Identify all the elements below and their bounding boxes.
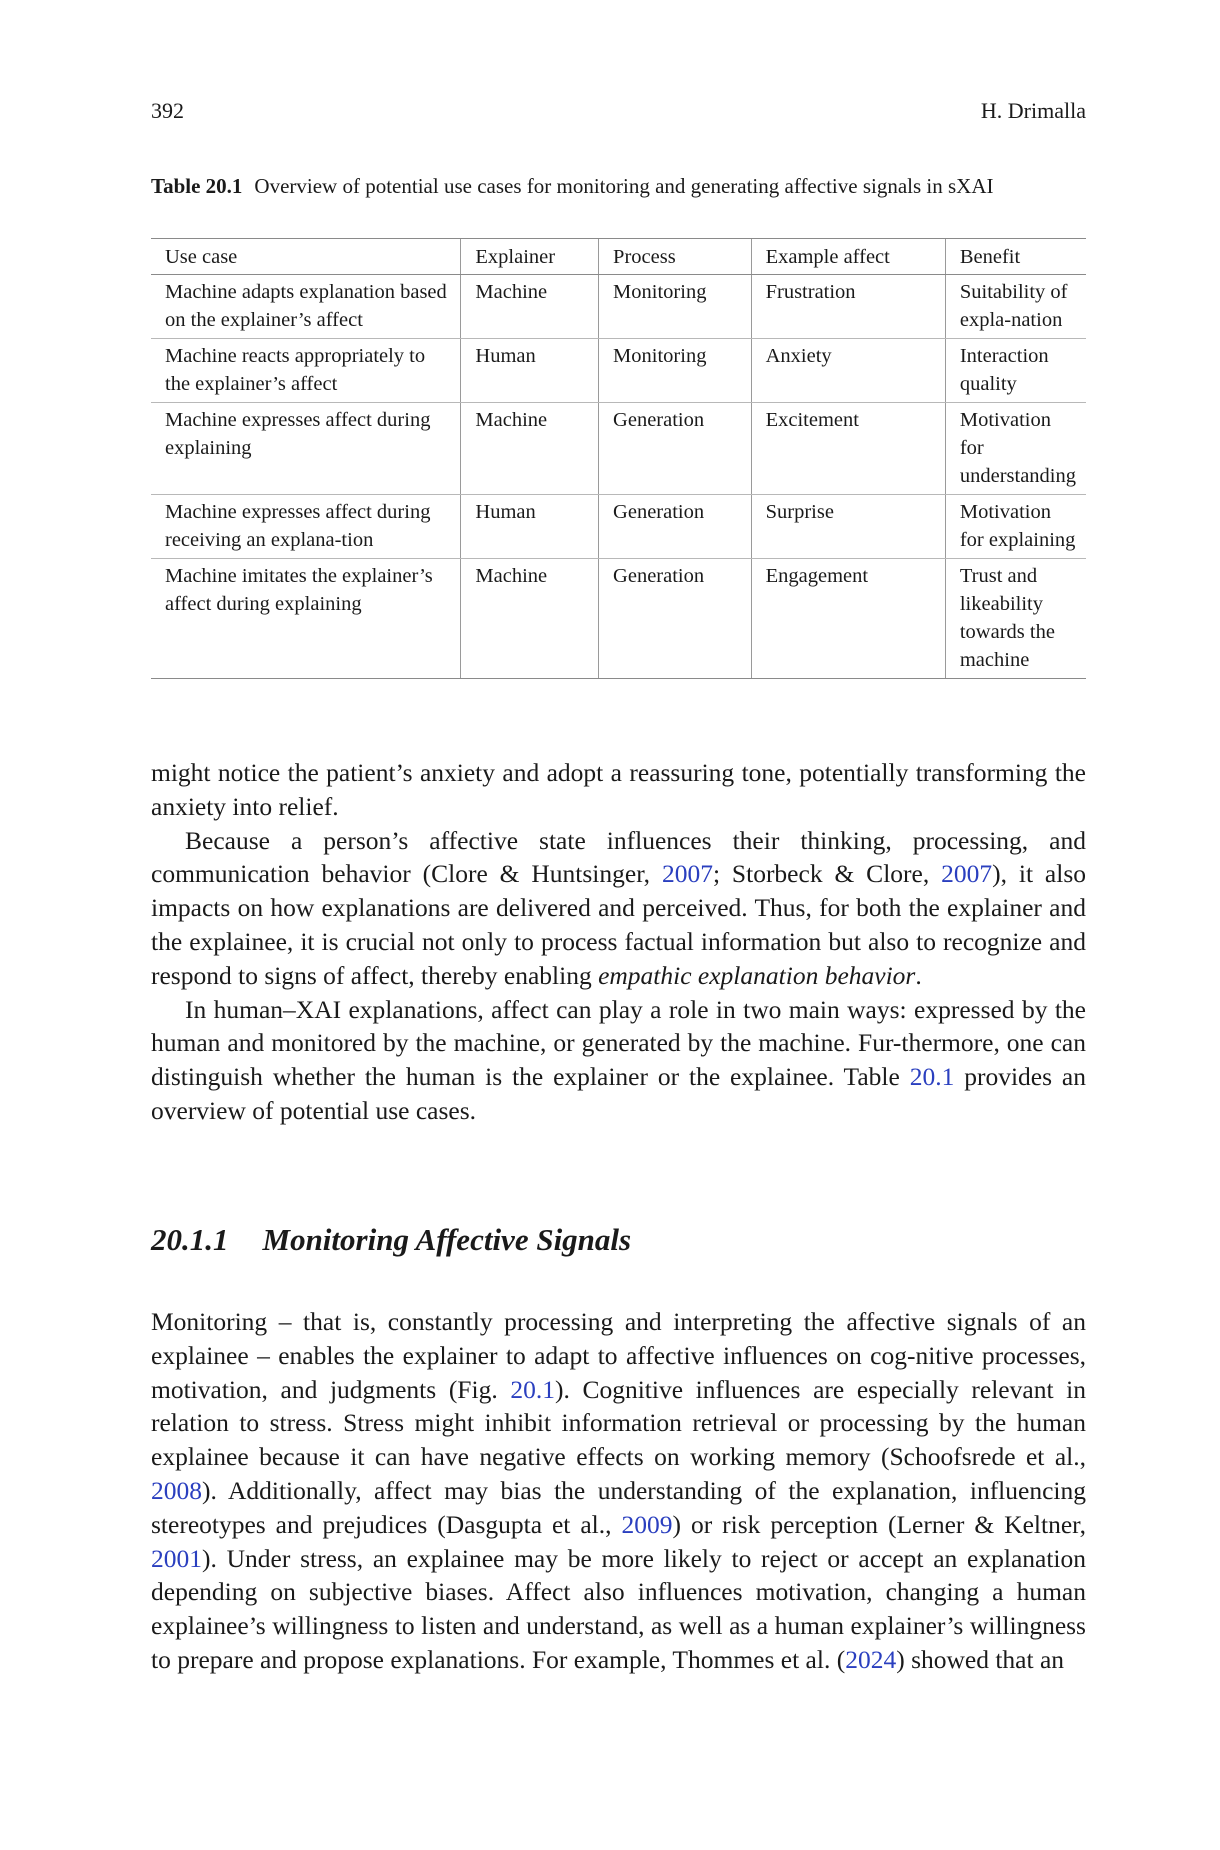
table-cell: Machine expresses affect during explaining bbox=[151, 403, 461, 495]
section-heading bbox=[151, 1222, 631, 1258]
table-cell: Machine adapts explanation based on the explainer’s affect bbox=[151, 275, 461, 339]
table-row bbox=[151, 339, 1086, 403]
running-author: H. Drimalla bbox=[980, 98, 1086, 123]
body-text-lower bbox=[151, 1305, 1086, 1677]
column-header: Benefit bbox=[945, 239, 1086, 275]
table-cell: Machine bbox=[461, 559, 599, 679]
table-cell: Surprise bbox=[751, 495, 945, 559]
column-header: Explainer bbox=[461, 239, 599, 275]
table-cell: Engagement bbox=[751, 559, 945, 679]
table-cell: Machine reacts appropriately to the explainer’s affect bbox=[151, 339, 461, 403]
figure-reference-link[interactable]: 20.1 bbox=[510, 1374, 555, 1404]
table-cell: Machine expresses affect during receiving an explana-tion bbox=[151, 495, 461, 559]
table-cell: Generation bbox=[599, 495, 752, 559]
emphasis: empathic explanation behavior bbox=[598, 960, 916, 990]
table-header-row bbox=[151, 239, 1086, 275]
table-cell: Motivation for understanding bbox=[945, 403, 1086, 495]
citation-link[interactable]: 2007 bbox=[661, 859, 713, 889]
table-cell: Interaction quality bbox=[945, 339, 1086, 403]
table-row bbox=[151, 275, 1086, 339]
table-cell: Machine bbox=[461, 403, 599, 495]
table-cell: Suitability of expla-nation bbox=[945, 275, 1086, 339]
column-header: Use case bbox=[151, 239, 461, 275]
citation-link[interactable]: 2008 bbox=[151, 1475, 202, 1505]
citation-link[interactable]: 2009 bbox=[621, 1509, 673, 1539]
citation-link[interactable]: 2007 bbox=[941, 859, 993, 889]
table-caption bbox=[151, 172, 1086, 200]
table-label: Table 20.1 bbox=[151, 174, 243, 198]
section-number: 20.1.1 bbox=[151, 1222, 229, 1257]
citation-link[interactable]: 2001 bbox=[151, 1543, 202, 1573]
column-header: Example affect bbox=[751, 239, 945, 275]
column-header: Process bbox=[599, 239, 752, 275]
table-cell: Human bbox=[461, 339, 599, 403]
table-cell: Excitement bbox=[751, 403, 945, 495]
paragraph: In human–XAI explanations, affect can play a role in two main ways: expressed by the human and monitored by the machine, or generated by the machine. Fur-thermore, one can distinguish whether the human is the explainer or the explainee. Table 20.1 provides an overview of potential use cases. bbox=[151, 994, 1086, 1125]
page-number: 392 bbox=[151, 98, 184, 123]
table-cell: Generation bbox=[599, 559, 752, 679]
table-cell: Machine imitates the explainer’s affect during explaining bbox=[151, 559, 461, 679]
section-title: Monitoring Affective Signals bbox=[262, 1222, 632, 1257]
table-reference-link[interactable]: 20.1 bbox=[909, 1062, 955, 1092]
table-cell: Frustration bbox=[751, 275, 945, 339]
table-cell: Human bbox=[461, 495, 599, 559]
table-cell: Machine bbox=[461, 275, 599, 339]
body-text-upper bbox=[151, 756, 1086, 1128]
table-cell: Motivation for explaining bbox=[945, 495, 1086, 559]
table-row bbox=[151, 559, 1086, 679]
table-cell: Monitoring bbox=[599, 275, 752, 339]
table-cell: Trust and likeability towards the machine bbox=[945, 559, 1086, 679]
table-cell: Anxiety bbox=[751, 339, 945, 403]
citation-link[interactable]: 2024 bbox=[845, 1644, 897, 1674]
table-cell: Monitoring bbox=[599, 339, 752, 403]
table-row bbox=[151, 495, 1086, 559]
paragraph: Monitoring – that is, constantly processing and interpreting the affective signals of an explainee – enables the explainer to adapt to affective influences on cog-nitive processes, motivation, and judgments (Fig. 20.1). Cognitive influences are especially relevant in relation to stress. Stress might inhibit information retrieval or processing by the human explainee because it can have negative effects on working memory (Schoofsrede et al., 2008). Additionally, affect may bias the understanding of the explanation, influencing stereotypes and prejudices (Dasgupta et al., 2009) or risk perception (Lerner & Keltner, 2001). Under stress, an explainee may be more likely to reject or accept an explanation depending on subjective biases. Affect also influences motivation, changing a human explainee’s willingness to listen and understand, as well as a human explainer’s willingness to prepare and propose explanations. For example, Thommes et al. (2024) showed that an bbox=[151, 1307, 1086, 1674]
table-cell: Generation bbox=[599, 403, 752, 495]
table-caption-text: Overview of potential use cases for monitoring and generating affective signals in sXAI bbox=[254, 174, 994, 198]
use-case-table bbox=[151, 238, 1086, 679]
table-row bbox=[151, 403, 1086, 495]
paragraph: might notice the patient’s anxiety and adopt a reassuring tone, potentially transforming the anxiety into relief. bbox=[151, 758, 1086, 821]
paragraph: Because a person’s affective state influences their thinking, processing, and communication behavior (Clore & Huntsinger, 2007; Storbeck & Clore, 2007), it also impacts on how explanations are delivered and perceived. Thus, for both the explainer and the explainee, it is crucial not only to process factual information but also to recognize and respond to signs of affect, thereby enabling empathic explanation behavior. bbox=[151, 825, 1087, 990]
